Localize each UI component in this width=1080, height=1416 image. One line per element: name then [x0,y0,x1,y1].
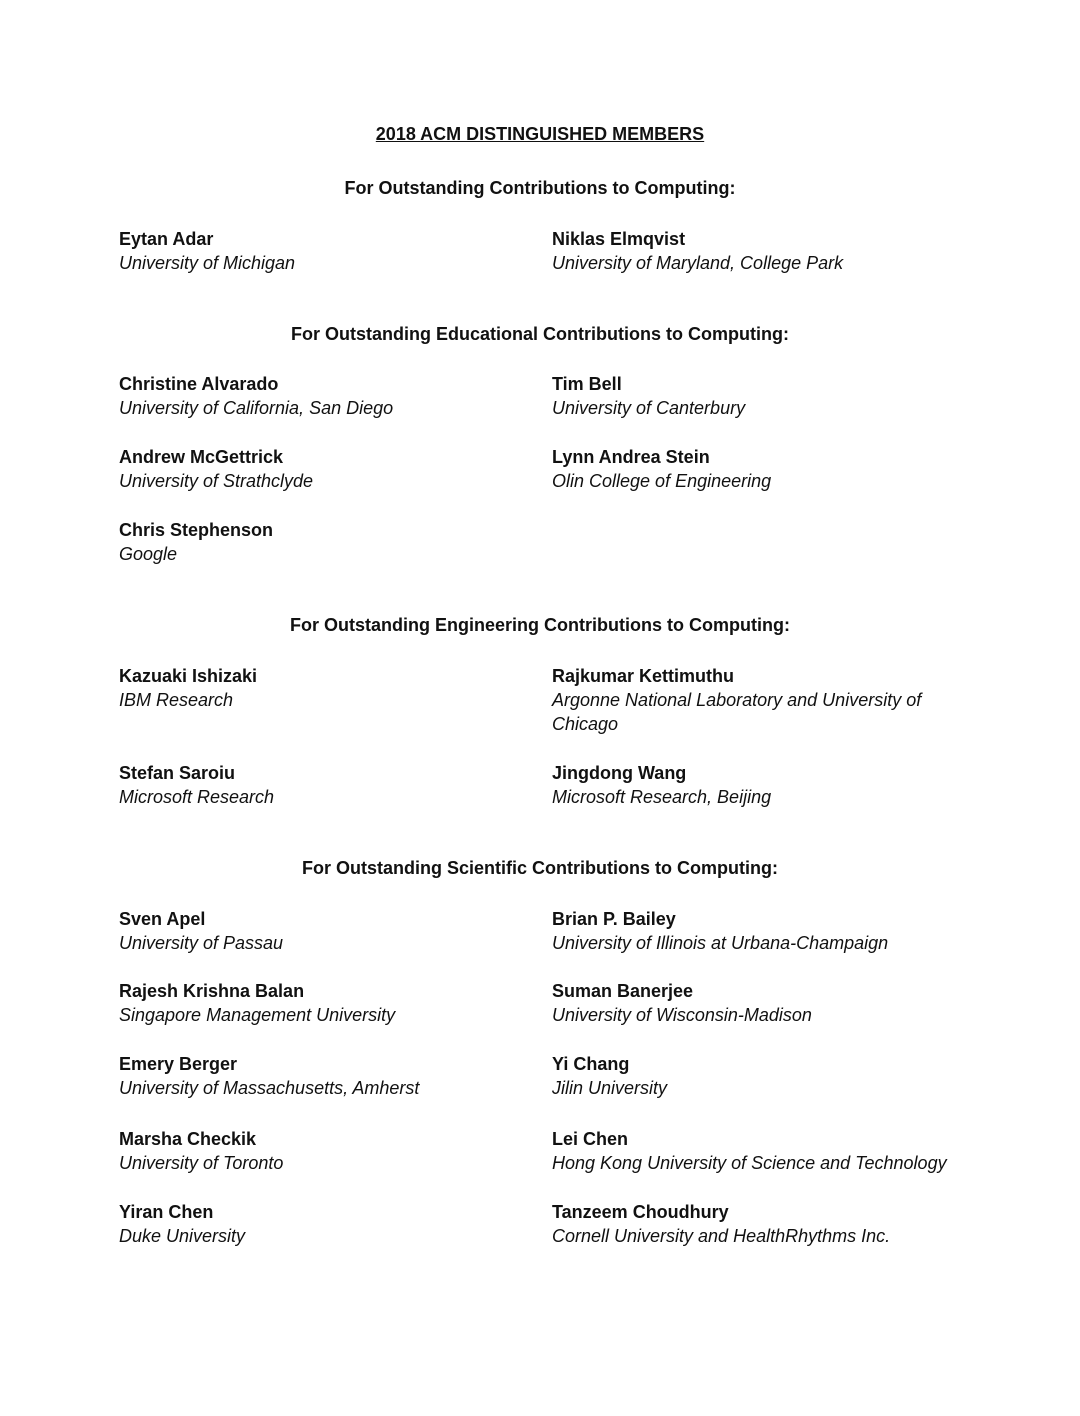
member-name: Lei Chen [552,1129,629,1149]
member-name: Eytan Adar [119,229,214,249]
member-entry [119,518,539,566]
member-entry [552,1052,972,1100]
member-affiliation: Jilin University [552,1078,668,1098]
member-name: Stefan Saroiu [119,763,236,783]
member-affiliation: University of Michigan [119,253,296,273]
member-affiliation: University of Wisconsin-Madison [552,1005,812,1025]
member-entry [119,1200,539,1248]
member-entry [119,664,539,712]
member-affiliation: University of Maryland, College Park [552,253,844,273]
member-entry [552,979,972,1027]
member-affiliation: University of Canterbury [552,398,746,418]
member-affiliation: University of Illinois at Urbana-Champaign [552,933,889,953]
member-entry [552,761,972,809]
member-name: Andrew McGettrick [119,447,284,467]
member-entry [552,1127,992,1175]
member-entry [552,907,972,955]
member-name: Sven Apel [119,909,206,929]
member-affiliation: Singapore Management University [119,1005,396,1025]
member-name: Marsha Checkik [119,1129,257,1149]
member-affiliation: Microsoft Research, Beijing [552,787,772,807]
member-affiliation: Google [119,544,178,564]
member-affiliation: Microsoft Research [119,787,275,807]
member-name: Brian P. Bailey [552,909,676,929]
member-entry [119,907,539,955]
member-name: Lynn Andrea Stein [552,447,710,467]
member-entry [552,1200,972,1248]
member-name: Kazuaki Ishizaki [119,666,258,686]
member-name: Tim Bell [552,374,622,394]
section-heading: For Outstanding Educational Contributions to Computing: [291,324,789,344]
member-entry [119,979,539,1027]
member-affiliation: University of Passau [119,933,284,953]
section-heading: For Outstanding Engineering Contributions to Computing: [290,615,790,635]
member-affiliation: Cornell University and HealthRhythms Inc. [552,1226,891,1246]
member-entry [552,372,972,420]
member-affiliation: University of Strathclyde [119,471,314,491]
member-name: Jingdong Wang [552,763,687,783]
member-entry [119,1052,539,1100]
member-name: Christine Alvarado [119,374,279,394]
member-entry [119,445,539,493]
member-entry [119,761,539,809]
member-name: Rajkumar Kettimuthu [552,666,735,686]
page-title: 2018 ACM DISTINGUISHED MEMBERS [375,124,705,144]
member-entry [552,227,972,275]
member-affiliation: Argonne National Laboratory and University of Chicago [552,690,922,734]
member-name: Yiran Chen [119,1202,214,1222]
member-affiliation: University of Massachusetts, Amherst [119,1078,420,1098]
member-name: Suman Banerjee [552,981,694,1001]
member-affiliation: IBM Research [119,690,234,710]
member-name: Chris Stephenson [119,520,274,540]
member-entry [119,227,539,275]
member-name: Rajesh Krishna Balan [119,981,305,1001]
section-heading: For Outstanding Contributions to Computing: [344,178,736,198]
member-entry [119,1127,539,1175]
member-affiliation: University of Toronto [119,1153,284,1173]
member-entry [119,372,539,420]
member-entry [552,664,952,736]
member-name: Niklas Elmqvist [552,229,686,249]
member-affiliation: Olin College of Engineering [552,471,772,491]
member-name: Yi Chang [552,1054,630,1074]
member-name: Tanzeem Choudhury [552,1202,729,1222]
member-entry [552,445,972,493]
member-name: Emery Berger [119,1054,238,1074]
member-affiliation: University of California, San Diego [119,398,394,418]
member-affiliation: Duke University [119,1226,246,1246]
section-heading: For Outstanding Scientific Contributions to Computing: [302,858,778,878]
member-affiliation: Hong Kong University of Science and Technology [552,1153,947,1173]
